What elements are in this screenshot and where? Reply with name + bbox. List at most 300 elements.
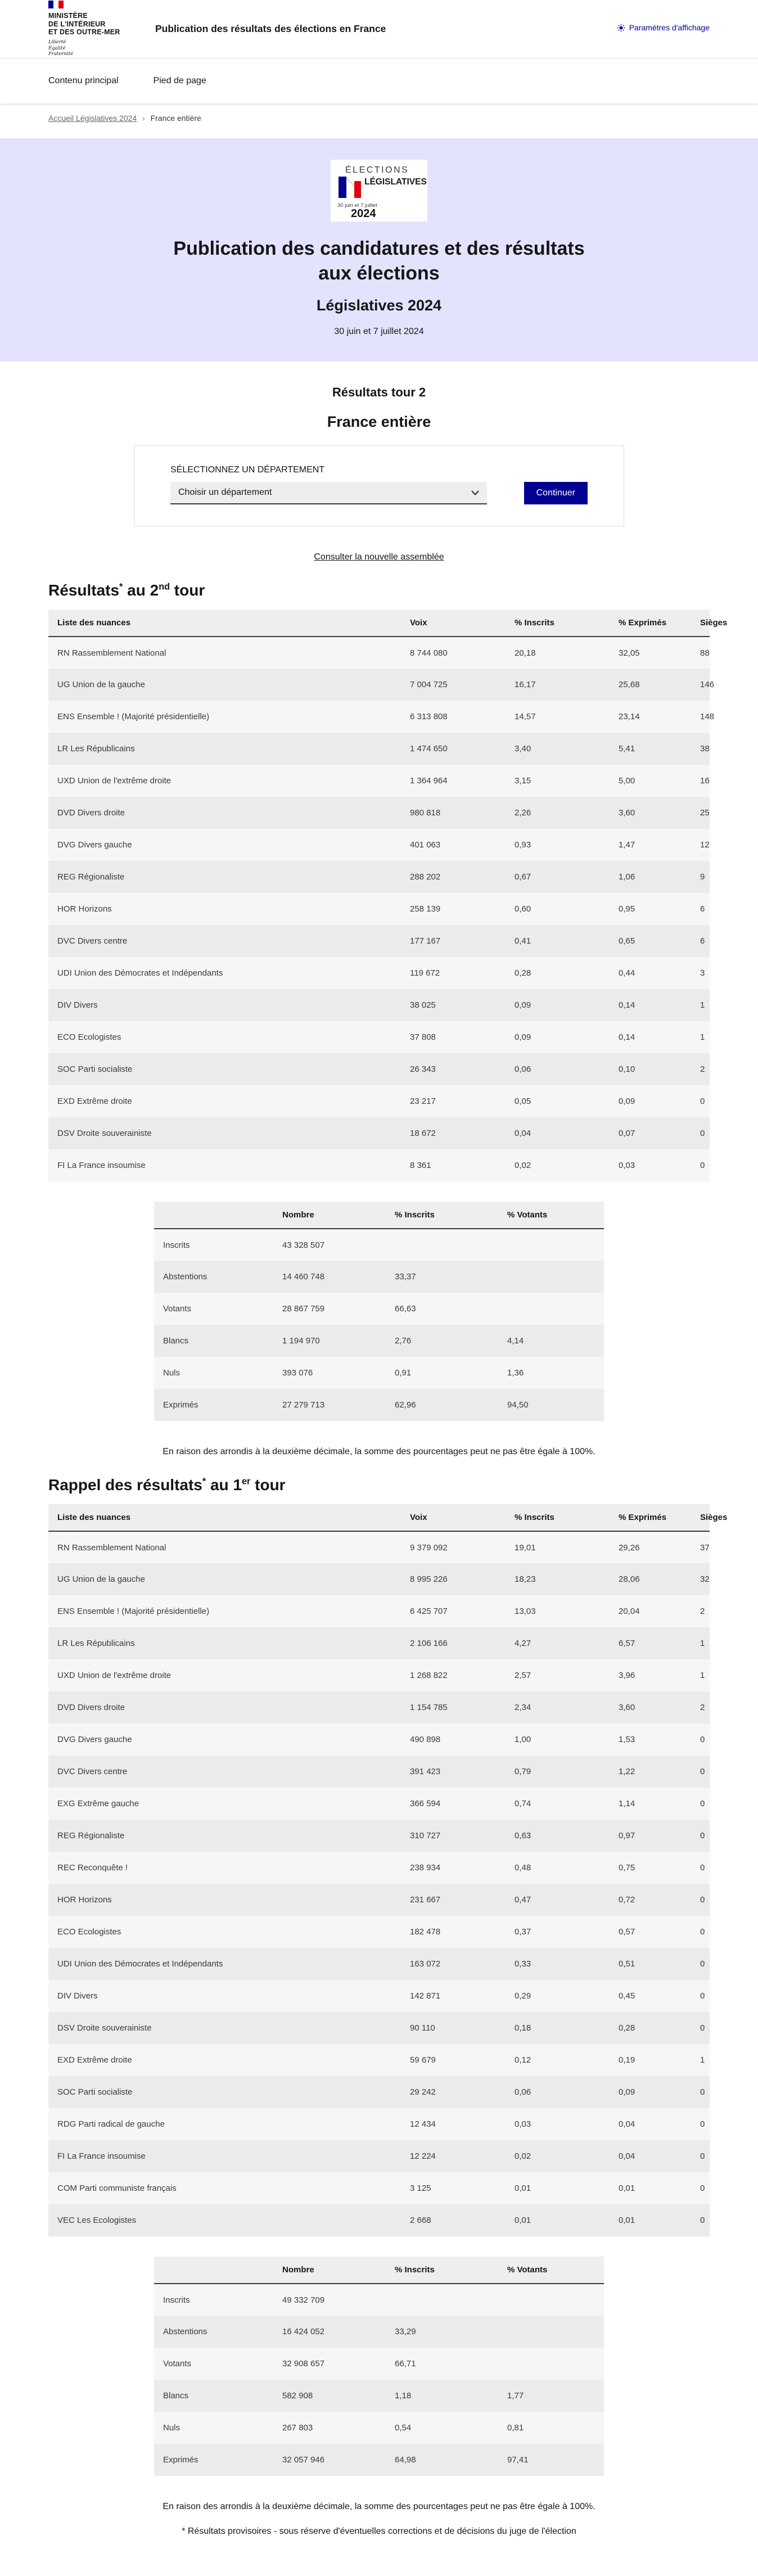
sieges-cell: 0 (700, 1863, 705, 1873)
rounding-note: En raison des arrondis à la deuxième décimale, la somme des pourcentages peut ne pas être égale à 100%. (163, 2502, 595, 2512)
pct-inscrits-cell: 64,98 (395, 2455, 416, 2465)
voix-cell: 258 139 (410, 904, 441, 914)
nuance-cell: RDG Parti radical de gauche (57, 2119, 165, 2130)
table-row (48, 1724, 710, 1756)
skip-navigation (0, 58, 758, 103)
pct-inscrits-cell: 0,18 (515, 2023, 531, 2033)
sieges-cell: 2 (700, 1703, 705, 1713)
pct-inscrits-cell: 0,41 (515, 936, 531, 946)
pct-exprimes-cell: 3,60 (619, 808, 635, 818)
table-row (154, 1293, 604, 1325)
pct-inscrits-cell: 0,47 (515, 1895, 531, 1905)
pct-exprimes-cell: 1,47 (619, 840, 635, 850)
participation-label-cell: Nuls (163, 1368, 181, 1378)
table-row (48, 1627, 710, 1659)
sieges-cell: 6 (700, 936, 705, 946)
election-dates: 30 juin et 7 juillet 2024 (334, 327, 424, 337)
voix-cell: 310 727 (410, 1831, 441, 1841)
ministry-line: ET DES OUTRE-MER (48, 28, 120, 37)
sieges-cell: 25 (700, 808, 710, 818)
table-row (48, 2172, 710, 2204)
column-header-sieges: Sièges (694, 610, 710, 637)
sieges-cell: 37 (700, 1542, 710, 1553)
pct-inscrits-cell: 0,09 (515, 1000, 531, 1010)
sieges-cell: 88 (700, 648, 710, 658)
table-header-row (154, 1202, 604, 1229)
pct-exprimes-cell: 0,04 (619, 2151, 635, 2162)
skip-link-main-content[interactable]: Contenu principal (48, 76, 119, 85)
voix-cell: 366 594 (410, 1799, 441, 1809)
nuance-cell: UXD Union de l'extrême droite (57, 776, 172, 786)
voix-cell: 8 995 226 (410, 1575, 448, 1585)
pct-votants-cell: 94,50 (507, 1400, 529, 1410)
voix-cell: 38 025 (410, 1000, 436, 1010)
pct-exprimes-cell: 0,07 (619, 1129, 635, 1139)
table-row (48, 1531, 710, 1563)
nuance-cell: HOR Horizons (57, 1895, 112, 1905)
table-row (154, 2316, 604, 2348)
pct-exprimes-cell: 20,04 (619, 1607, 640, 1617)
nombre-cell: 1 194 970 (282, 1336, 320, 1346)
table-row (154, 1325, 604, 1357)
participation-label-cell: Votants (163, 1304, 192, 1314)
pct-inscrits-cell: 0,29 (515, 1991, 531, 2001)
logo-year-text: 2024 (351, 207, 376, 220)
department-select[interactable] (170, 482, 487, 504)
table-row (48, 1852, 710, 1884)
nuance-cell: UXD Union de l'extrême droite (57, 1671, 172, 1681)
nuance-cell: ENS Ensemble ! (Majorité présidentielle) (57, 712, 210, 722)
pct-exprimes-cell: 28,06 (619, 1575, 640, 1585)
voix-cell: 288 202 (410, 872, 441, 882)
provisional-results-note: * Résultats provisoires - sous réserve d'éventuelles corrections et de décisions du juge de l'élection (182, 2527, 576, 2537)
nombre-cell: 27 279 713 (282, 1400, 325, 1410)
pct-inscrits-cell: 0,33 (515, 1959, 531, 1969)
results-round2-heading: Résultats* au 2nd tour (48, 581, 205, 599)
voix-cell: 3 125 (410, 2183, 431, 2194)
pct-inscrits-cell: 0,06 (515, 1064, 531, 1075)
table-row (48, 2012, 710, 2044)
nuance-cell: RN Rassemblement National (57, 1542, 166, 1553)
column-header-pct-exprimes: % Exprimés (613, 610, 694, 637)
logo-dates-text: 30 juin et 7 juillet (337, 202, 377, 209)
pct-inscrits-cell: 66,71 (395, 2359, 416, 2369)
pct-exprimes-cell: 0,97 (619, 1831, 635, 1841)
nombre-cell: 28 867 759 (282, 1304, 325, 1314)
pct-exprimes-cell: 5,00 (619, 776, 635, 786)
table-row (48, 1884, 710, 1916)
nuance-cell: EXD Extrême droite (57, 2055, 132, 2065)
pct-exprimes-cell: 1,53 (619, 1735, 635, 1745)
pct-exprimes-cell: 0,04 (619, 2119, 635, 2130)
table-row (48, 829, 710, 861)
voix-cell: 8 744 080 (410, 648, 448, 658)
breadcrumb-separator-icon: › (142, 114, 145, 123)
voix-cell: 1 154 785 (410, 1703, 448, 1713)
pct-inscrits-cell: 1,00 (515, 1735, 531, 1745)
elections-legislatives-logo (331, 160, 427, 222)
table-row (48, 1756, 710, 1788)
pct-votants-cell: 4,14 (507, 1336, 524, 1346)
nuance-cell: DVG Divers gauche (57, 840, 132, 850)
pct-inscrits-cell: 0,09 (515, 1032, 531, 1043)
logo-elections-text: ÉLECTIONS (345, 165, 409, 175)
sieges-cell: 3 (700, 968, 705, 978)
pct-exprimes-cell: 1,22 (619, 1767, 635, 1777)
voix-cell: 182 478 (410, 1927, 441, 1937)
voix-cell: 90 110 (410, 2023, 435, 2033)
table-header-row (48, 1504, 710, 1531)
pct-votants-cell: 0,81 (507, 2423, 524, 2433)
nuance-cell: ECO Ecologistes (57, 1927, 121, 1937)
display-settings-link[interactable] (617, 23, 710, 32)
voix-cell: 2 106 166 (410, 1639, 448, 1649)
pct-votants-cell (502, 1229, 604, 1261)
voix-cell: 980 818 (410, 808, 441, 818)
voix-cell: 12 434 (410, 2119, 436, 2130)
pct-inscrits-cell: 2,26 (515, 808, 531, 818)
breadcrumb-current: France entière (150, 114, 201, 123)
pct-inscrits-cell: 3,15 (515, 776, 531, 786)
voix-cell: 1 474 650 (410, 744, 448, 754)
pct-exprimes-cell: 0,01 (619, 2216, 635, 2226)
pct-exprimes-cell: 0,09 (619, 2087, 635, 2097)
column-header-pct-votants: % Votants (502, 1202, 604, 1229)
column-header-pct-inscrits: % Inscrits (389, 2257, 502, 2284)
nuance-cell: DVD Divers droite (57, 1703, 125, 1713)
nuance-cell: SOC Parti socialiste (57, 1064, 133, 1075)
pct-inscrits-cell: 20,18 (515, 648, 536, 658)
table-row (48, 1149, 710, 1181)
sieges-cell: 0 (700, 1097, 705, 1107)
table-row (154, 1229, 604, 1261)
pct-inscrits-cell: 0,54 (395, 2423, 412, 2433)
pct-votants-cell (502, 2316, 604, 2348)
table-row (48, 733, 710, 765)
pct-exprimes-cell: 0,57 (619, 1927, 635, 1937)
logo-legislatives-text: LÉGISLATIVES (364, 177, 427, 187)
voix-cell: 1 268 822 (410, 1671, 448, 1681)
ministry-line: DE L'INTÉRIEUR (48, 20, 106, 28)
pct-exprimes-cell: 6,57 (619, 1639, 635, 1649)
elections-logo-flag-icon (339, 177, 363, 201)
participation-label-cell: Blancs (163, 2391, 189, 2401)
pct-inscrits-cell: 13,03 (515, 1607, 536, 1617)
sieges-cell: 0 (700, 1831, 705, 1841)
sieges-cell: 0 (700, 1991, 705, 2001)
column-header-voix: Voix (404, 610, 509, 637)
nuance-cell: UG Union de la gauche (57, 680, 145, 690)
pct-exprimes-cell: 3,60 (619, 1703, 635, 1713)
pct-inscrits-cell: 0,93 (515, 840, 531, 850)
table-row (154, 1357, 604, 1389)
nuance-cell: DVD Divers droite (57, 808, 125, 818)
sieges-cell: 0 (700, 1959, 705, 1969)
nombre-cell: 49 332 709 (282, 2295, 325, 2305)
table-row (48, 669, 710, 701)
table-row (48, 861, 710, 893)
voix-cell: 2 668 (410, 2216, 431, 2226)
table-row (154, 2380, 604, 2412)
sieges-cell: 148 (700, 712, 715, 722)
nombre-cell: 16 424 052 (282, 2327, 325, 2337)
pct-exprimes-cell: 0,01 (619, 2183, 635, 2194)
nuance-cell: FI La France insoumise (57, 2151, 146, 2162)
sieges-cell: 2 (700, 1607, 705, 1617)
voix-cell: 238 934 (410, 1863, 441, 1873)
pct-exprimes-cell: 0,45 (619, 1991, 635, 2001)
pct-inscrits-cell: 33,37 (395, 1272, 416, 1282)
sieges-cell: 0 (700, 1767, 705, 1777)
pct-votants-cell (502, 1293, 604, 1325)
sieges-cell: 0 (700, 1735, 705, 1745)
results-round1-heading: Rappel des résultats* au 1er tour (48, 1476, 286, 1494)
pct-inscrits-cell: 0,03 (515, 2119, 531, 2130)
sieges-cell: 0 (700, 2087, 705, 2097)
table-row (48, 1691, 710, 1724)
participation-label-cell: Votants (163, 2359, 192, 2369)
ministry-name (48, 12, 133, 37)
pct-inscrits-cell: 0,37 (515, 1927, 531, 1937)
nombre-cell: 582 908 (282, 2391, 313, 2401)
pct-inscrits-cell: 0,74 (515, 1799, 531, 1809)
pct-inscrits-cell (389, 1229, 502, 1261)
voix-cell: 37 808 (410, 1032, 436, 1043)
voix-cell: 177 167 (410, 936, 441, 946)
table-row (48, 1021, 710, 1053)
participation-label-cell: Exprimés (163, 2455, 198, 2465)
table-row (154, 2284, 604, 2316)
table-row (48, 1117, 710, 1149)
voix-cell: 231 667 (410, 1895, 441, 1905)
table-row (48, 1659, 710, 1691)
pct-inscrits-cell: 0,28 (515, 968, 531, 978)
hero-banner (0, 138, 758, 362)
nuance-cell: DSV Droite souverainiste (57, 2023, 152, 2033)
column-header-pct-exprimes: % Exprimés (613, 1504, 694, 1531)
continue-button[interactable]: Continuer (524, 482, 588, 504)
breadcrumb-home-link[interactable]: Accueil Législatives 2024 (48, 114, 137, 123)
participation-label-cell: Blancs (163, 1336, 189, 1346)
pct-exprimes-cell: 0,51 (619, 1959, 635, 1969)
nuance-cell: FI La France insoumise (57, 1161, 146, 1171)
table-row (48, 1916, 710, 1948)
pct-inscrits-cell: 0,02 (515, 1161, 531, 1171)
table-row (154, 2412, 604, 2444)
participation-label-cell: Abstentions (163, 2327, 207, 2337)
nuance-cell: EXD Extrême droite (57, 1097, 132, 1107)
pct-exprimes-cell: 29,26 (619, 1542, 640, 1553)
nuance-cell: HOR Horizons (57, 904, 112, 914)
table-row (48, 1563, 710, 1595)
voix-cell: 12 224 (410, 2151, 436, 2162)
pct-exprimes-cell: 0,44 (619, 968, 635, 978)
nuance-cell: REG Régionaliste (57, 872, 125, 882)
nuance-cell: ENS Ensemble ! (Majorité présidentielle) (57, 1607, 210, 1617)
table-row (48, 701, 710, 733)
nuance-cell: ECO Ecologistes (57, 1032, 121, 1043)
column-header-nuances: Liste des nuances (48, 610, 404, 637)
pct-exprimes-cell: 0,75 (619, 1863, 635, 1873)
nuance-cell: RN Rassemblement National (57, 648, 166, 658)
participation-table-round1 (154, 2257, 604, 2476)
table-row (48, 925, 710, 957)
nombre-cell: 267 803 (282, 2423, 313, 2433)
table-row (48, 1595, 710, 1627)
pct-inscrits-cell: 62,96 (395, 1400, 416, 1410)
pct-inscrits-cell: 4,27 (515, 1639, 531, 1649)
nuance-cell: REC Reconquête ! (57, 1863, 128, 1873)
pct-exprimes-cell: 5,41 (619, 744, 635, 754)
pct-exprimes-cell: 0,95 (619, 904, 635, 914)
breadcrumb (0, 103, 758, 130)
voix-cell: 163 072 (410, 1959, 441, 1969)
pct-exprimes-cell: 0,19 (619, 2055, 635, 2065)
voix-cell: 29 242 (410, 2087, 436, 2097)
table-row (154, 2444, 604, 2476)
nuance-cell: DVC Divers centre (57, 936, 128, 946)
nombre-cell: 393 076 (282, 1368, 313, 1378)
pct-inscrits-cell: 0,67 (515, 872, 531, 882)
new-assembly-link[interactable]: Consulter la nouvelle assemblée (314, 552, 444, 562)
pct-exprimes-cell: 0,09 (619, 1097, 635, 1107)
table-row (48, 1820, 710, 1852)
voix-cell: 142 871 (410, 1991, 441, 2001)
sieges-cell: 2 (700, 1064, 705, 1075)
department-select-label: SÉLECTIONNEZ UN DÉPARTEMENT (170, 465, 325, 475)
rounding-note: En raison des arrondis à la deuxième décimale, la somme des pourcentages peut ne pas être égale à 100%. (163, 1447, 595, 1457)
government-logo (48, 1, 133, 57)
table-row (48, 893, 710, 925)
pct-inscrits-cell: 0,01 (515, 2216, 531, 2226)
pct-inscrits-cell: 19,01 (515, 1542, 536, 1553)
pct-inscrits-cell (389, 2284, 502, 2316)
table-row (48, 1788, 710, 1820)
voix-cell: 1 364 964 (410, 776, 448, 786)
sieges-cell: 0 (700, 1161, 705, 1171)
table-header-row (48, 610, 710, 637)
sieges-cell: 1 (700, 1639, 705, 1649)
nuance-cell: DIV Divers (57, 1000, 98, 1010)
sieges-cell: 32 (700, 1575, 710, 1585)
column-header-nuances: Liste des nuances (48, 1504, 404, 1531)
main-content (0, 385, 758, 2576)
sieges-cell: 0 (700, 1895, 705, 1905)
column-header-sieges: Sièges (694, 1504, 710, 1531)
column-header-nombre: Nombre (277, 2257, 389, 2284)
pct-inscrits-cell: 18,23 (515, 1575, 536, 1585)
table-row (48, 1980, 710, 2012)
pct-exprimes-cell: 0,14 (619, 1032, 635, 1043)
pct-votants-cell: 1,36 (507, 1368, 524, 1378)
table-row (154, 2348, 604, 2380)
pct-exprimes-cell: 25,68 (619, 680, 640, 690)
voix-cell: 490 898 (410, 1735, 441, 1745)
nuance-cell: LR Les Républicains (57, 744, 135, 754)
participation-table-round2 (154, 1202, 604, 1421)
round-title: Résultats tour 2 (332, 385, 426, 400)
table-row (48, 2044, 710, 2076)
sieges-cell: 12 (700, 840, 710, 850)
table-row (48, 2140, 710, 2172)
table-row (48, 765, 710, 797)
sieges-cell: 6 (700, 904, 705, 914)
sieges-cell: 0 (700, 2119, 705, 2130)
pct-inscrits-cell: 2,57 (515, 1671, 531, 1681)
column-header-empty (154, 1202, 277, 1229)
pct-inscrits-cell: 1,18 (395, 2391, 412, 2401)
table-row (48, 2108, 710, 2140)
nuance-cell: DIV Divers (57, 1991, 98, 2001)
pct-exprimes-cell: 0,14 (619, 1000, 635, 1010)
sieges-cell: 1 (700, 1000, 705, 1010)
pct-inscrits-cell: 0,79 (515, 1767, 531, 1777)
pct-inscrits-cell: 0,04 (515, 1129, 531, 1139)
pct-inscrits-cell: 16,17 (515, 680, 536, 690)
table-row (48, 957, 710, 989)
ministry-line: MINISTÈRE (48, 11, 88, 20)
skip-link-footer[interactable]: Pied de page (153, 76, 206, 85)
pct-inscrits-cell: 2,34 (515, 1703, 531, 1713)
participation-label-cell: Exprimés (163, 1400, 198, 1410)
column-header-empty (154, 2257, 277, 2284)
pct-exprimes-cell: 23,14 (619, 712, 640, 722)
table-row (48, 1085, 710, 1117)
table-row (154, 1389, 604, 1421)
nuance-cell: VEC Les Ecologistes (57, 2216, 137, 2226)
column-header-nombre: Nombre (277, 1202, 389, 1229)
voix-cell: 18 672 (410, 1129, 436, 1139)
nuance-cell: DVG Divers gauche (57, 1735, 132, 1745)
column-header-pct-inscrits: % Inscrits (389, 1202, 502, 1229)
republic-motto: Liberté Égalité Fraternité (48, 39, 74, 57)
table-header-row (154, 2257, 604, 2284)
table-row (154, 1261, 604, 1293)
pct-inscrits-cell: 0,05 (515, 1097, 531, 1107)
sieges-cell: 1 (700, 1671, 705, 1681)
participation-label-cell: Inscrits (163, 2295, 190, 2305)
sieges-cell: 146 (700, 680, 715, 690)
participation-label-cell: Nuls (163, 2423, 181, 2433)
site-title: Publication des résultats des élections en France (155, 23, 386, 34)
participation-label-cell: Abstentions (163, 1272, 207, 1282)
table-row (48, 989, 710, 1021)
pct-inscrits-cell: 0,91 (395, 1368, 412, 1378)
column-header-pct-inscrits: % Inscrits (509, 610, 613, 637)
participation-label-cell: Inscrits (163, 1240, 190, 1250)
page-title: Publication des candidatures et des résultats aux élections (173, 238, 585, 285)
voix-cell: 6 313 808 (410, 712, 448, 722)
nuance-cell: DVC Divers centre (57, 1767, 128, 1777)
table-row (48, 2076, 710, 2108)
pct-exprimes-cell: 0,72 (619, 1895, 635, 1905)
department-select-value: Choisir un département (178, 488, 272, 498)
france-flag-icon (48, 1, 64, 8)
table-row (48, 637, 710, 669)
voix-cell: 9 379 092 (410, 1542, 448, 1553)
pct-inscrits-cell: 0,60 (515, 904, 531, 914)
sieges-cell: 0 (700, 2216, 705, 2226)
table-row (48, 1948, 710, 1980)
voix-cell: 23 217 (410, 1097, 436, 1107)
pct-exprimes-cell: 1,06 (619, 872, 635, 882)
nuance-cell: SOC Parti socialiste (57, 2087, 133, 2097)
voix-cell: 391 423 (410, 1767, 441, 1777)
nombre-cell: 32 908 657 (282, 2359, 325, 2369)
sieges-cell: 0 (700, 1799, 705, 1809)
election-subtitle: Législatives 2024 (316, 297, 442, 314)
sieges-cell: 0 (700, 2023, 705, 2033)
